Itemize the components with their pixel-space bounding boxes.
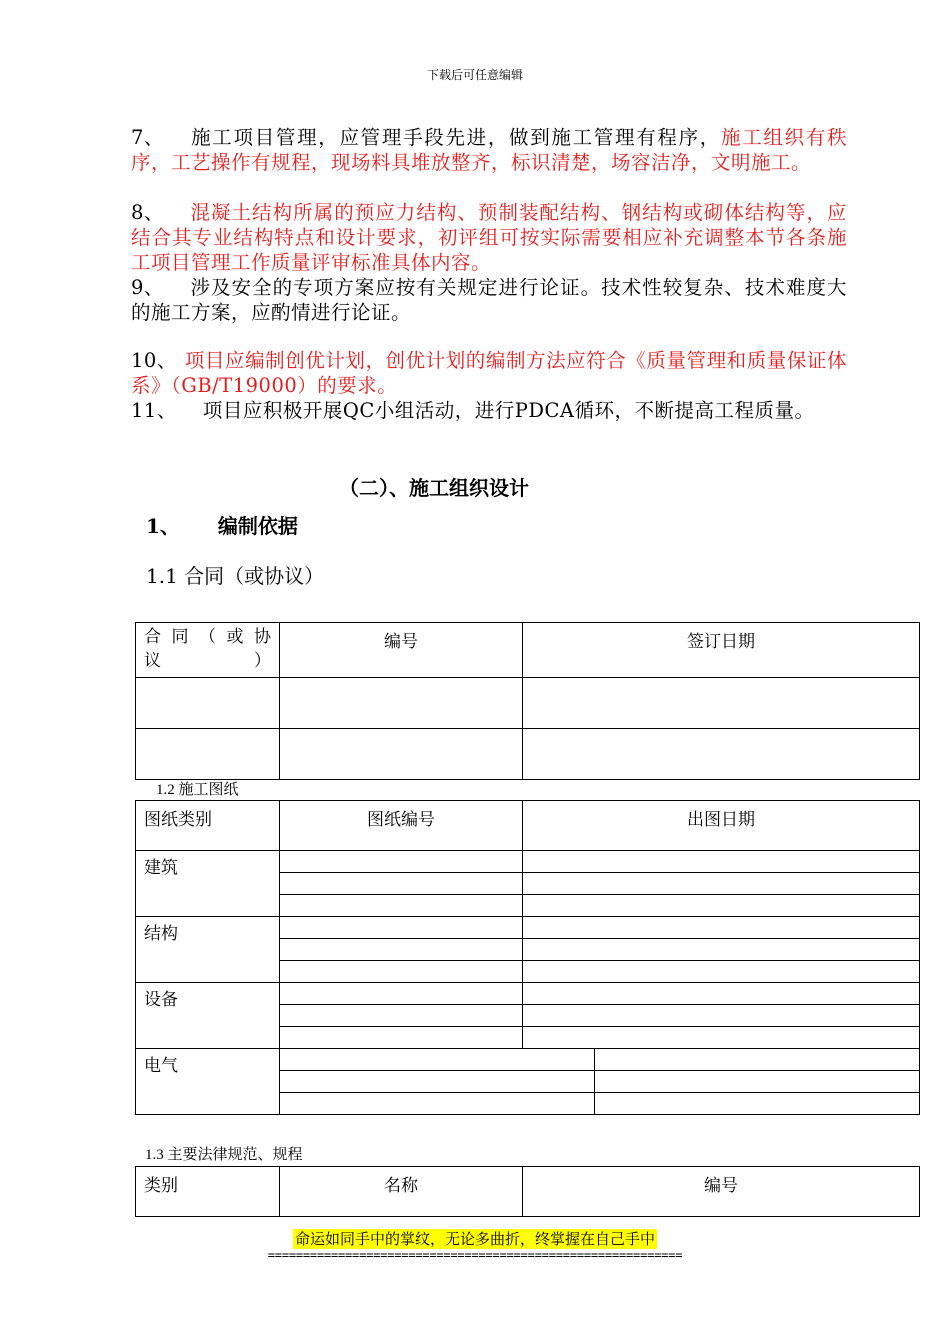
drawings-table: [135, 800, 920, 1115]
subsection-title: 编制依据: [217, 514, 298, 538]
subsection-number: 1、: [146, 514, 180, 538]
table-cell[interactable]: [280, 729, 523, 780]
table-cell[interactable]: [595, 1071, 920, 1093]
contract-number-header: 编号: [280, 623, 523, 678]
table-cell[interactable]: [523, 729, 920, 780]
paragraph-text: 项目应积极开展QC小组活动，进行PDCA循环，不断提高工程质量。: [202, 399, 815, 422]
table-cell[interactable]: [280, 873, 523, 895]
footer-rule: ===========================================================: [267, 1248, 683, 1262]
paragraph-9: [131, 275, 847, 325]
drawing-category-header: 图纸类别: [136, 801, 280, 851]
table-cell[interactable]: [280, 1093, 595, 1115]
paragraph-8: [131, 200, 847, 275]
table-cell[interactable]: [280, 939, 523, 961]
table-cell[interactable]: [280, 961, 523, 983]
table-cell[interactable]: [595, 1093, 920, 1115]
table-cell[interactable]: [523, 851, 920, 873]
table-cell[interactable]: [280, 917, 523, 939]
paragraph-11: [131, 398, 847, 423]
regulation-number-header: 编号: [523, 1167, 920, 1217]
table-cell[interactable]: [523, 678, 920, 729]
item-number: 7、: [131, 126, 164, 149]
footer-slogan: [0, 1228, 950, 1249]
regulation-name-header: 名称: [280, 1167, 523, 1217]
item-number: 10、: [131, 349, 177, 372]
table-cell[interactable]: [523, 1005, 920, 1027]
table-cell[interactable]: [523, 917, 920, 939]
category-structure: 结构: [136, 917, 280, 983]
sign-date-header: 签订日期: [523, 623, 920, 678]
table-cell[interactable]: [280, 1049, 595, 1071]
table-cell[interactable]: [595, 1049, 920, 1071]
table-cell[interactable]: [523, 961, 920, 983]
paragraph-text: 施工项目管理，应管理手段先进，做到施工管理有程序，: [189, 126, 721, 149]
paragraph-7: [131, 125, 847, 175]
item-number: 9、: [131, 276, 164, 299]
table-cell[interactable]: [280, 1005, 523, 1027]
table-cell[interactable]: [280, 895, 523, 917]
regulations-table: [135, 1166, 920, 1217]
table-row: [136, 983, 920, 1005]
drawing-number-header: 图纸编号: [280, 801, 523, 851]
category-architecture: 建筑: [136, 851, 280, 917]
paragraph-text: 涉及安全的专项方案应按有关规定进行论证。技术性较复杂、技术难度大的施工方案，应酌情进行论证。: [131, 276, 847, 324]
table-row: [136, 678, 920, 729]
item-number: 11、: [131, 399, 177, 422]
table-cell[interactable]: [523, 939, 920, 961]
footer-slogan-text: 命运如同手中的掌纹，无论多曲折，终掌握在自己手中: [294, 1230, 655, 1248]
table-cell[interactable]: [136, 729, 280, 780]
subsection-heading: [146, 510, 298, 539]
contract-table: [135, 622, 920, 780]
item-number: 8、: [131, 201, 164, 224]
table-cell[interactable]: [136, 678, 280, 729]
contract-heading: 1.1 合同（或协议）: [146, 564, 325, 588]
table-cell[interactable]: [280, 983, 523, 1005]
issue-date-header: 出图日期: [523, 801, 920, 851]
table-row: [136, 851, 920, 873]
regulation-category-header: 类别: [136, 1167, 280, 1217]
table-cell[interactable]: [280, 1027, 523, 1049]
table-cell[interactable]: [280, 678, 523, 729]
paragraph-text-red: 项目应编制创优计划，创优计划的编制方法应符合《质量管理和质量保证体系》（GB/T19000）的要求。: [131, 349, 847, 397]
table-cell[interactable]: [523, 895, 920, 917]
paragraph-text-red: 混凝土结构所属的预应力结构、预制装配结构、钢结构或砌体结构等，应结合其专业结构特点和设计要求，初评组可按实际需要相应补充调整本节各条施工项目管理工作质量评审标准具体内容。: [131, 201, 847, 274]
regulations-heading: 1.3 主要法律规范、规程: [145, 1147, 303, 1163]
section-title: （二）、施工组织设计: [339, 476, 529, 500]
paragraph-text-red: 施工组织有秩序，工艺操作有规程，现场料具堆放整齐，标识清楚，场容洁净，文明施工。: [131, 126, 847, 174]
table-cell[interactable]: [280, 1071, 595, 1093]
page-header: 下载后可任意编辑: [426, 68, 523, 82]
drawings-heading: 1.2 施工图纸: [156, 782, 239, 798]
category-electrical: 电气: [136, 1049, 280, 1115]
category-equipment: 设备: [136, 983, 280, 1049]
contract-header-cell: 合 同 （ 或 协 议）: [136, 623, 280, 678]
table-row: [136, 917, 920, 939]
table-row: [136, 729, 920, 780]
table-cell[interactable]: [280, 851, 523, 873]
table-cell[interactable]: [523, 983, 920, 1005]
table-cell[interactable]: [523, 873, 920, 895]
paragraph-10: [131, 348, 847, 398]
table-cell[interactable]: [523, 1027, 920, 1049]
table-row: [136, 1049, 920, 1071]
